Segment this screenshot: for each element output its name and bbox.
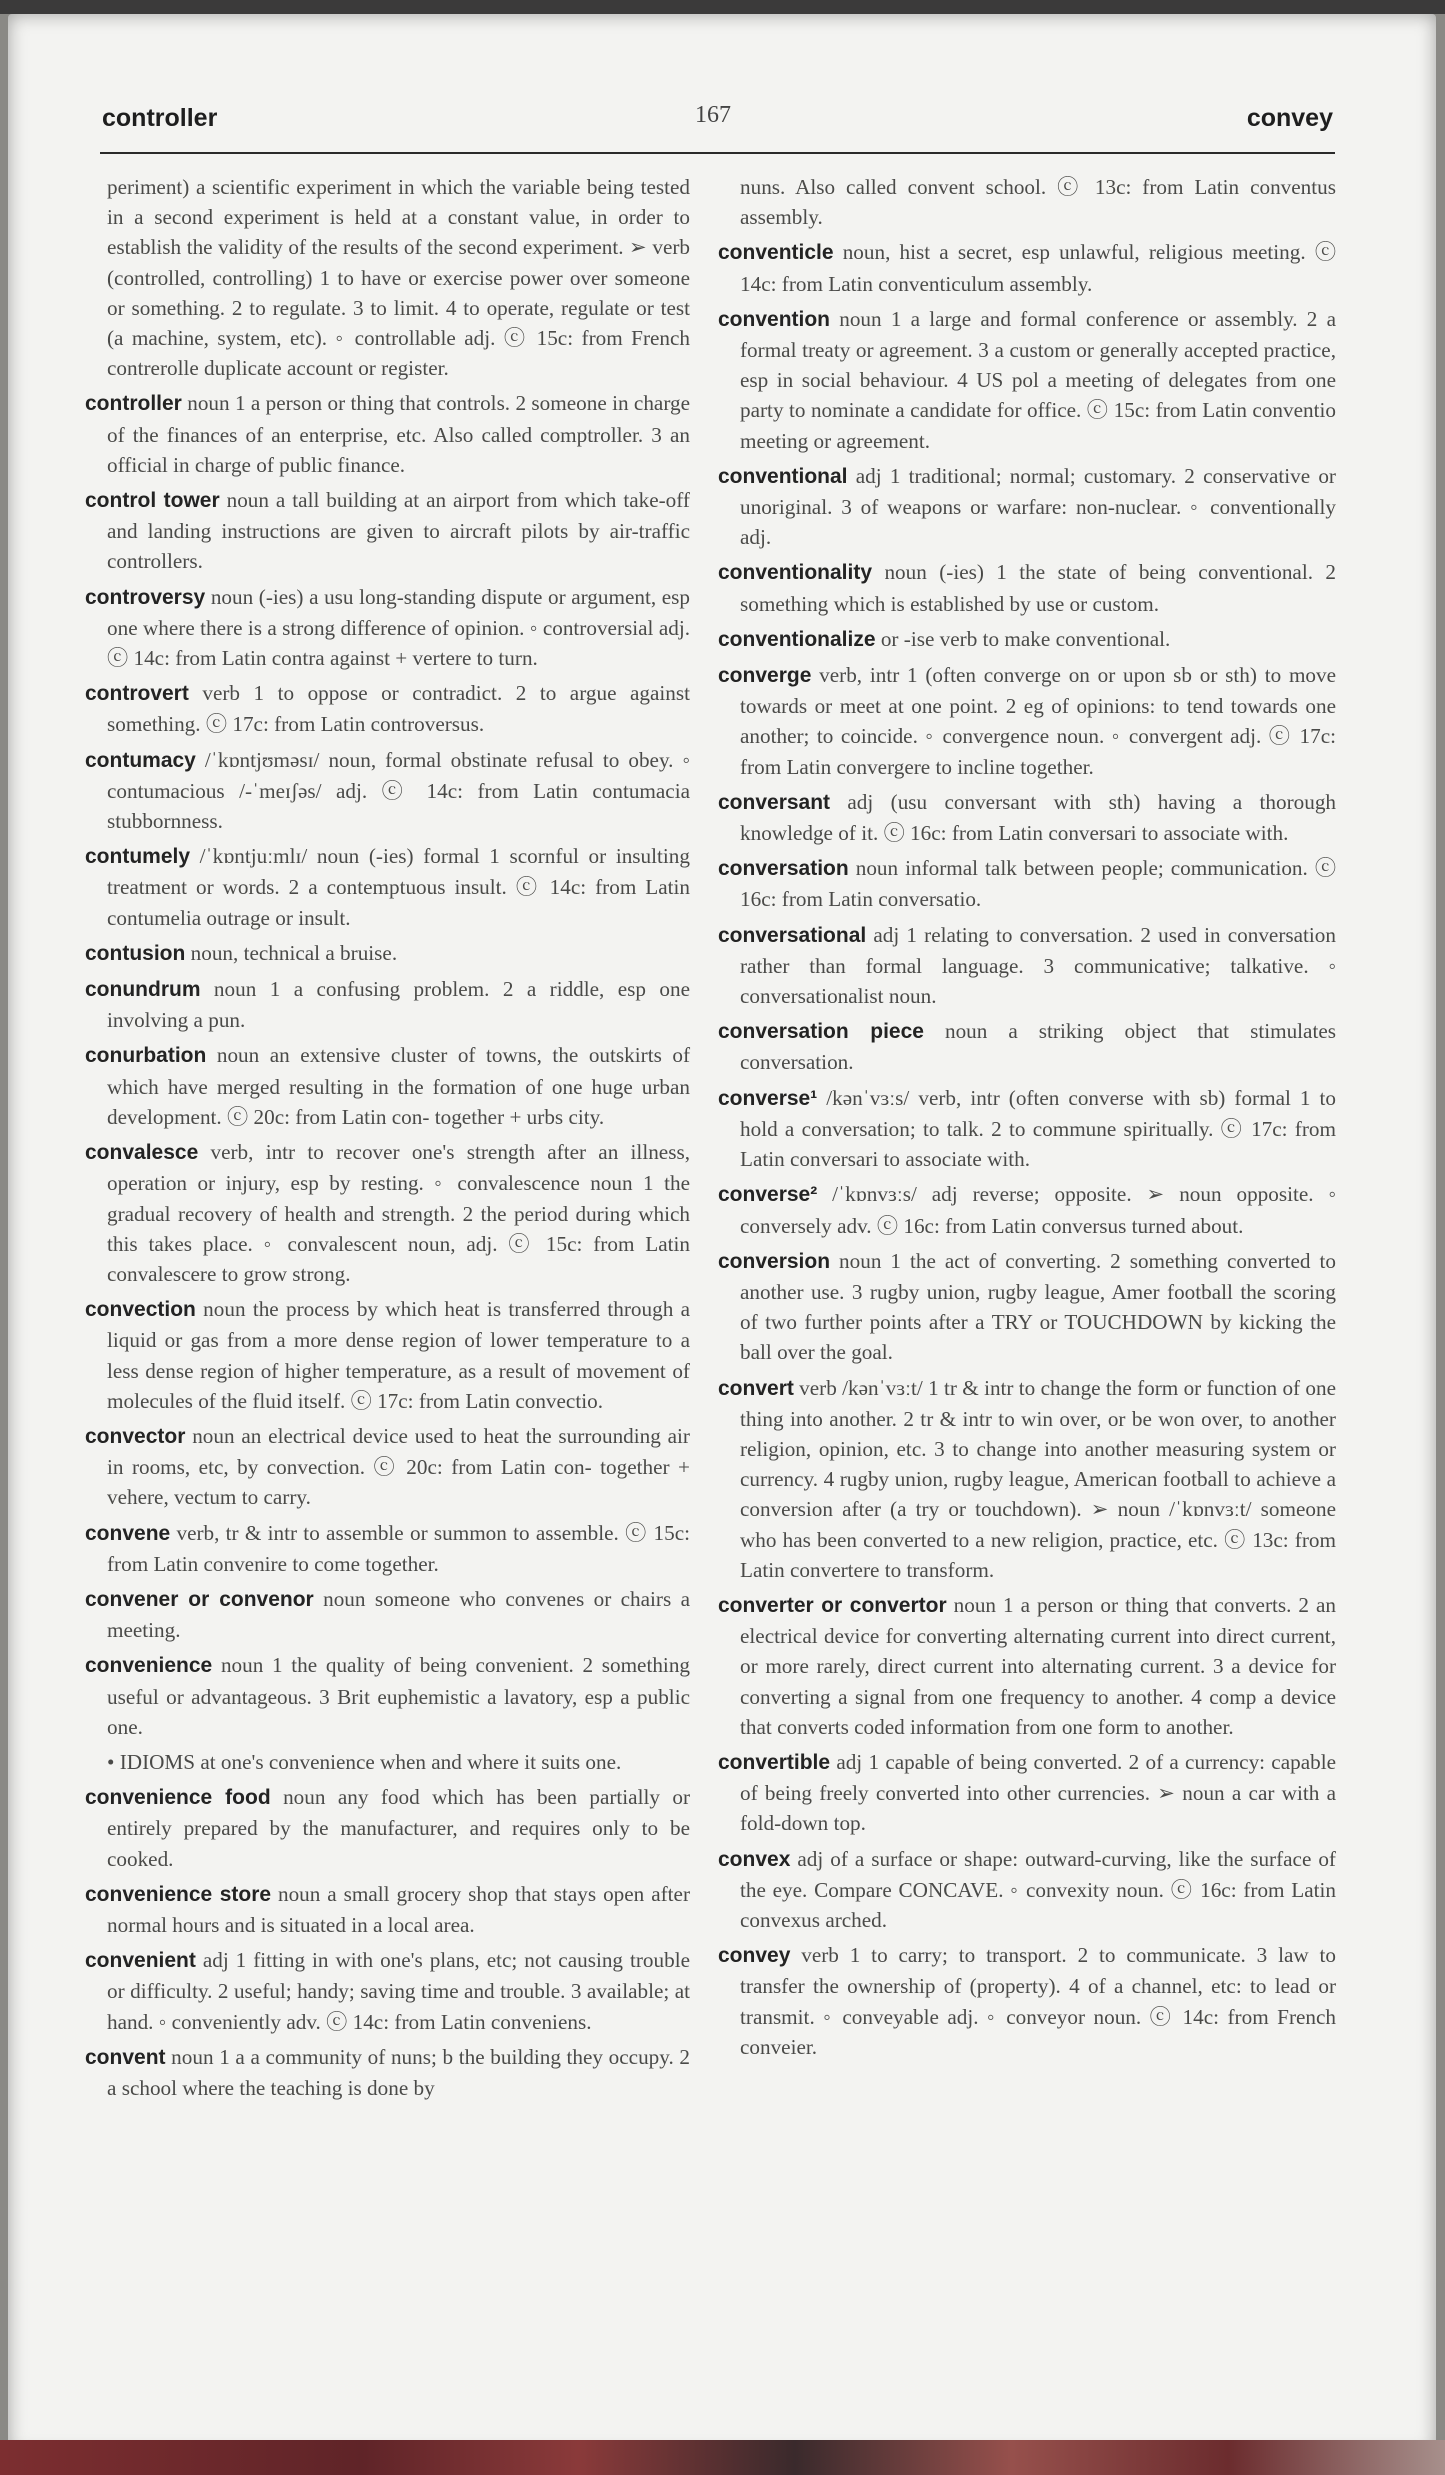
dictionary-entry — [85, 1040, 690, 1132]
entry-definition: verb 1 to carry; to transport. 2 to communicate. 3 law to transfer the ownership of (property). 4 of a channel, etc: to lead or transmit. ◦ conveyable adj. ◦ conveyor noun. ⓒ 14c: from French conveier. — [740, 1943, 1336, 2059]
dictionary-entry — [718, 1747, 1336, 1839]
dictionary-entry — [85, 1782, 690, 1874]
dictionary-entry — [85, 1945, 690, 2037]
dictionary-entry — [85, 1584, 690, 1645]
entry-definition: verb, intr 1 (often converge on or upon sb or sth) to move towards or meet at one point. 2 eg of opinions: to tend towards one another; to coincide. ◦ convergence noun. ◦ convergent adj. ⓒ 17c: from Latin convergere to incline together. — [740, 663, 1337, 779]
dictionary-entry — [85, 485, 690, 577]
entry-definition: noun any food which has been partially or entirely prepared by the manufacturer, and requires only to be cooked. — [107, 1785, 691, 1871]
entry-definition: noun informal talk between people; communication. ⓒ 16c: from Latin conversatio. — [740, 856, 1337, 912]
entry-headword: convent — [85, 2045, 166, 2069]
entry-headword: conventionality — [718, 561, 873, 585]
entry-definition: noun 1 a confusing problem. 2 a riddle, esp one involving a pun. — [107, 977, 691, 1033]
entry-definition: periment) a scientific experiment in which the variable being tested in a second experiment is held at a constant value, in order to establish the validity of the results of the second experiment. ➢ verb (controlled, controlling) 1 to have or exercise power over someone or something. 2 to regulate. 3 to limit. 4 to operate, regulate or test (a machine, system, etc). ◦ controllable adj. ⓒ 15c: from French contrerolle duplicate account or register. — [107, 175, 690, 381]
entry-definition: adj 1 capable of being converted. 2 of a currency: capable of being freely converted into other currencies. ➢ noun a car with a fold-down top. — [740, 1749, 1336, 1836]
entry-headword: convey — [718, 1944, 791, 1968]
entry-definition: adj of a surface or shape: outward-curving, like the surface of the eye. Compare CONCAVE. ◦ convexity noun. ⓒ 16c: from Latin convexus arched. — [740, 1846, 1336, 1932]
entry-headword: control tower — [85, 489, 220, 513]
entry-headword: convenience store — [85, 1882, 272, 1906]
entry-headword: convert — [718, 1376, 794, 1400]
dictionary-entry — [718, 172, 1336, 232]
dictionary-entry — [85, 1650, 690, 1742]
dictionary-entry — [85, 745, 690, 837]
entry-headword: conversation — [718, 857, 849, 881]
dictionary-entry — [718, 1246, 1336, 1368]
header-last-word: convey — [1246, 104, 1333, 132]
entry-headword: conventicle — [718, 241, 834, 265]
dictionary-entry — [85, 1879, 690, 1940]
dictionary-entry — [85, 1294, 690, 1416]
entry-headword: conversation piece — [718, 1020, 924, 1044]
entry-definition: verb 1 to oppose or contradict. 2 to argue against something. ⓒ 17c: from Latin controversus. — [107, 681, 690, 737]
entry-headword: controller — [85, 392, 182, 416]
dictionary-entry — [718, 461, 1336, 553]
dictionary-entry — [718, 920, 1336, 1012]
entry-definition: /kənˈvɜːs/ verb, intr (often converse with sb) formal 1 to hold a conversation; to talk. 2 to commune spiritually. ⓒ 17c: from Latin conversari to associate with. — [740, 1085, 1337, 1172]
dictionary-entry — [85, 1137, 690, 1289]
entry-definition: noun 1 a person or thing that converts. 2 an electrical device for converting alternating current into direct current, or more rarely, direct current into alternating current. 3 a device for converting a signal from one frequency to another. 4 comp a device that converts coded information from one form to another. — [740, 1592, 1337, 1739]
entry-headword: convection — [85, 1298, 196, 1322]
entry-definition: noun 1 a a community of nuns; b the building they occupy. 2 a school where the teaching is done by — [107, 2044, 691, 2100]
dictionary-entry — [718, 1844, 1336, 1936]
dictionary-entry — [718, 660, 1336, 782]
entry-headword: controversy — [85, 585, 206, 609]
entry-headword: convenience food — [85, 1786, 271, 1810]
dictionary-entry — [85, 841, 690, 933]
bottom-edge — [0, 2440, 1445, 2475]
dictionary-entry — [85, 938, 690, 969]
entry-definition: noun someone who convenes or chairs a meeting. — [107, 1586, 690, 1643]
entry-definition: noun a small grocery shop that stays open after normal hours and is situated in a local area. — [107, 1881, 691, 1937]
idiom-note — [85, 1747, 690, 1777]
dictionary-entry — [718, 1940, 1336, 2062]
entry-headword: conventionalize — [718, 627, 876, 651]
dictionary-entry — [85, 974, 690, 1035]
entry-definition: noun an extensive cluster of towns, the outskirts of which have merged resulting in the formation of one huge urban development. ⓒ 20c: from Latin con- together + urbs city. — [107, 1043, 691, 1129]
dictionary-entry — [85, 582, 690, 674]
dictionary-entry — [718, 304, 1336, 456]
entry-headword: contumely — [85, 845, 191, 869]
dictionary-entry — [718, 853, 1336, 914]
dictionary-entry — [718, 1179, 1336, 1240]
dictionary-entry — [85, 172, 690, 383]
entry-headword: conversion — [718, 1249, 831, 1273]
entry-definition: /ˈkɒntjʊməsɪ/ noun, formal obstinate refusal to obey. ◦ contumacious /-ˈmeɪʃəs/ adj. ⓒ 14c: from Latin contumacia stubbornness. — [107, 747, 690, 834]
entry-headword: convene — [85, 1521, 171, 1545]
entry-headword: controvert — [85, 682, 189, 706]
entry-definition: noun 1 the quality of being convenient. 2 something useful or advantageous. 3 Brit euphemistic a lavatory, esp a public one. — [107, 1653, 691, 1739]
dictionary-entry — [85, 1421, 690, 1513]
header-first-word: controller — [102, 104, 218, 132]
entry-headword: conversant — [718, 790, 831, 814]
entry-headword: contumacy — [85, 748, 196, 772]
entry-headword: converter or convertor — [718, 1593, 947, 1617]
entry-headword: converse¹ — [718, 1086, 818, 1110]
dictionary-entry — [718, 1590, 1336, 1742]
entry-definition: adj (usu conversant with sth) having a thorough knowledge of it. ⓒ 16c: from Latin conversari to associate with. — [740, 789, 1337, 846]
page-number: 167 — [695, 102, 731, 128]
entry-headword: converse² — [718, 1183, 818, 1207]
entry-definition: nuns. Also called convent school. ⓒ 13c: from Latin conventus assembly. — [740, 175, 1336, 230]
page-header — [100, 92, 1335, 154]
entry-headword: conversational — [718, 923, 867, 947]
dictionary-entry — [718, 624, 1336, 655]
entry-definition: noun 1 the act of converting. 2 something converted to another use. 3 rugby union, rugby league, Amer football the scoring of two further points after a TRY or TOUCHDOWN by kicking the ball over the goal. — [740, 1248, 1336, 1365]
dictionary-entry — [718, 1373, 1336, 1585]
dictionary-entry — [85, 678, 690, 739]
entry-definition: verb /kənˈvɜːt/ 1 tr & intr to change the form or function of one thing into another. 2 tr & intr to win over, or be won over, to another religion, opinion, etc. 3 to change into another measuring system or currency. 4 rugby union, rugby league, American football to achieve a conversion after (a try or touchdown). ➢ noun /ˈkɒnvɜːt/ someone who has been converted to a new religion, practice, etc. ⓒ 13c: from Latin convertere to transform. — [740, 1375, 1337, 1582]
entry-definition: adj 1 fitting in with one's plans, etc; not causing trouble or difficulty. 2 useful; handy; saving time and trouble. 3 available; at hand. ◦ conveniently adv. ⓒ 14c: from Latin conveniens. — [107, 1948, 690, 2034]
right-column — [718, 172, 1336, 2067]
dictionary-entry — [718, 237, 1336, 298]
entry-headword: convenient — [85, 1949, 196, 1973]
entry-definition: noun the process by which heat is transferred through a liquid or gas from a more dense region of lower temperature to a less dense region of higher temperature, as a result of movement of molecules of the fluid itself. ⓒ 17c: from Latin convectio. — [107, 1297, 691, 1413]
entry-definition: verb, tr & intr to assemble or summon to assemble. ⓒ 15c: from Latin convenire to come together. — [107, 1520, 690, 1576]
entry-definition: /ˈkɒnvɜːs/ adj reverse; opposite. ➢ noun opposite. ◦ conversely adv. ⓒ 16c: from Latin conversus turned about. — [740, 1182, 1337, 1238]
entry-headword: conventional — [718, 464, 848, 488]
entry-definition: verb, intr to recover one's strength after an illness, operation or injury, esp by resting. ◦ convalescence noun 1 the gradual recovery of health and strength. 2 the period during which this takes place. ◦ convalescent noun, adj. ⓒ 15c: from Latin convalescere to grow strong. — [107, 1140, 690, 1286]
entry-definition: noun, technical a bruise. — [190, 940, 398, 965]
top-edge — [0, 0, 1445, 14]
entry-definition: noun a striking object that stimulates conversation. — [740, 1019, 1336, 1075]
entry-definition: noun an electrical device used to heat the surrounding air in rooms, etc, by convection. ⓒ 20c: from Latin con- together + vehere, vectum to carry. — [107, 1423, 690, 1510]
entry-definition: noun, hist a secret, esp unlawful, religious meeting. ⓒ 14c: from Latin conventiculum assembly. — [740, 240, 1337, 296]
dictionary-entry — [718, 557, 1336, 618]
left-column — [85, 172, 690, 2108]
dictionary-entry — [718, 1016, 1336, 1077]
entry-headword: converge — [718, 664, 812, 688]
entry-headword: convertible — [718, 1750, 831, 1774]
entry-headword: conundrum — [85, 978, 201, 1002]
dictionary-entry — [85, 1518, 690, 1579]
entry-definition: noun a tall building at an airport from which take-off and landing instructions are given to aircraft pilots by air-traffic controllers. — [107, 488, 690, 574]
entry-definition: noun (-ies) a usu long-standing dispute or argument, esp one where there is a strong difference of opinion. ◦ controversial adj. ⓒ 14c: from Latin contra against + vertere to turn. — [107, 584, 690, 671]
entry-headword: convention — [718, 307, 831, 331]
entry-headword: convector — [85, 1424, 186, 1448]
entry-definition: adj 1 traditional; normal; customary. 2 conservative or unoriginal. 3 of weapons or warfare: non-nuclear. ◦ conventionally adj. — [740, 463, 1336, 550]
dictionary-entry — [85, 2042, 690, 2103]
dictionary-entry — [718, 787, 1336, 848]
entry-headword: convalesce — [85, 1141, 199, 1165]
entry-headword: convex — [718, 1847, 791, 1871]
entry-definition: /ˈkɒntjuːmlɪ/ noun (-ies) formal 1 scornful or insulting treatment or words. 2 a contemptuous insult. ⓒ 14c: from Latin contumelia outrage or insult. — [107, 844, 690, 930]
dictionary-entry — [718, 1083, 1336, 1175]
entry-definition: adj 1 relating to conversation. 2 used in conversation rather than formal language. 3 communicative; talkative. ◦ conversationalist noun. — [740, 922, 1336, 1009]
entry-definition: • IDIOMS at one's convenience when and where it suits one. — [107, 1749, 622, 1774]
entry-headword: convenience — [85, 1654, 213, 1678]
entry-definition: or -ise verb to make conventional. — [880, 626, 1171, 651]
entry-definition: noun 1 a large and formal conference or assembly. 2 a formal treaty or agreement. 3 a custom or generally accepted practice, esp in social behaviour. 4 US pol a meeting of delegates from one party to nominate a candidate for office. ⓒ 15c: from Latin conventio meeting or agreement. — [740, 306, 1337, 453]
entry-headword: contusion — [85, 941, 186, 965]
entry-definition: noun (-ies) 1 the state of being conventional. 2 something which is established by use or custom. — [740, 560, 1337, 616]
entry-headword: convener or convenor — [85, 1587, 314, 1611]
entry-headword: conurbation — [85, 1044, 207, 1068]
dictionary-entry — [85, 388, 690, 480]
entry-definition: noun 1 a person or thing that controls. 2 someone in charge of the finances of an enterprise, etc. Also called comptroller. 3 an official in charge of public finance. — [107, 391, 690, 477]
